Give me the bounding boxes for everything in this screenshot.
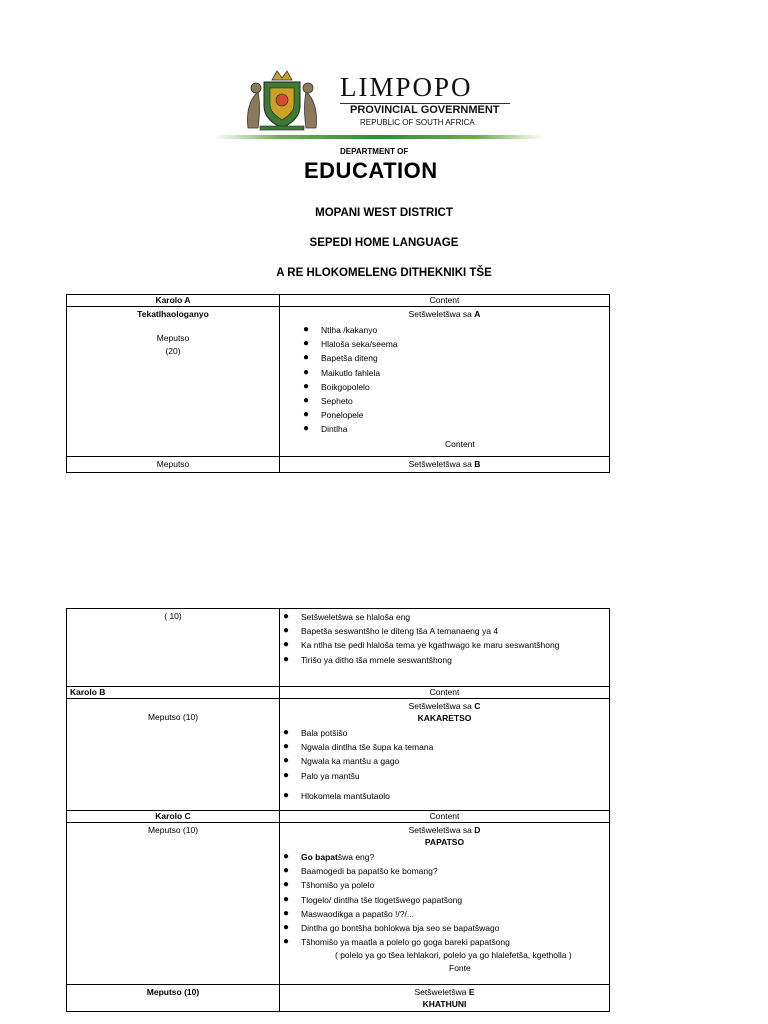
text-b-content-cell: [280, 609, 610, 687]
province-name: LIMPOPO: [340, 72, 473, 102]
list-item: ● Ngwala dintlha tše šupa ka temana: [301, 740, 606, 754]
list-item: ● Palo ya mantšu: [301, 769, 606, 783]
text-b-title: Setšweletšwa sa B: [280, 457, 610, 473]
text-b-list: [283, 610, 606, 667]
marks-value: Meputso (10): [147, 712, 199, 722]
text-e-content-cell: [280, 985, 610, 1012]
text-c-title: Setšweletšwa sa C: [408, 701, 481, 711]
content-header: Content: [280, 811, 610, 823]
list-item: ● Hlokomela mantšutaolo: [301, 789, 606, 803]
text-a-title: Setšweletšwa sa A: [408, 309, 481, 319]
table-row: [67, 457, 610, 473]
marks-value: (20): [165, 346, 181, 356]
marks-value: ( 10): [67, 609, 280, 687]
table-row: [67, 609, 610, 687]
section-a-marks-cell: [67, 307, 280, 457]
list-item: ● Ngwala ka mantšu a gago: [301, 754, 606, 768]
text-a-list: [303, 323, 606, 437]
list-item: ● Setšweletšwa se hlaloša eng: [301, 610, 606, 624]
list-item: ● Go bapatšwa eng?: [301, 850, 606, 864]
sections-bcd-table: [66, 608, 610, 1012]
summary-label: KAKARETSO: [417, 713, 472, 723]
list-item: ● Dintlha go bontšha bohlokwa bja seo se bapatšwago: [301, 921, 606, 935]
list-item: ● Bala potšišo: [301, 726, 606, 740]
table-row: [67, 699, 610, 811]
list-item: ● Boikgopolelo: [321, 380, 606, 394]
table-row: [67, 687, 610, 699]
marks-value: Meputso (10): [67, 823, 280, 985]
section-a-table: [66, 294, 610, 473]
department-of-label: DEPARTMENT OF: [340, 147, 409, 156]
table-row: [67, 823, 610, 985]
content-header: Content: [280, 687, 610, 699]
content-footer: Content: [445, 438, 475, 449]
table-row: [67, 307, 610, 457]
table-row: [67, 811, 610, 823]
karolo-a-header: Karolo A: [67, 295, 280, 307]
list-item: ● Ntlha /kakanyo: [321, 323, 606, 337]
list-item: ● Tlogelo/ dintlha tše tlogetšwego papatšong: [301, 893, 606, 907]
document-title: A RE HLOKOMELENG DITHEKNIKI TŠE: [276, 267, 492, 279]
list-item: ● Tirišo ya ditho tša mmele seswantšhong: [301, 653, 606, 667]
list-item: ● Hlaloša seka/seema: [321, 337, 606, 351]
comprehension-label: Tekatlhaologanyo: [137, 309, 209, 319]
marks-label: Meputso: [67, 457, 280, 473]
text-e-title: Setšweletšwa E: [414, 987, 475, 997]
list-item: ● Tšhomišo ya polelo: [301, 878, 606, 892]
republic-label: REPUBLIC OF SOUTH AFRICA: [360, 118, 475, 127]
list-item: ● Baamogedi ba papatšo ke bomang?: [301, 864, 606, 878]
department-name: EDUCATION: [304, 158, 438, 183]
coat-of-arms-icon: [244, 68, 320, 132]
text-d-title: Setšweletšwa sa D: [408, 825, 481, 835]
section-b-marks-cell: [67, 699, 280, 811]
subject-heading: SEPEDI HOME LANGUAGE: [309, 237, 459, 249]
list-item: ● Ka ntlha tse pedi hlaloša tema ye kgathwago ke maru seswantšhong: [301, 638, 606, 652]
list-item: ● Dintlha: [321, 422, 606, 436]
list-item: ● Ponelopele: [321, 408, 606, 422]
table-row: [67, 985, 610, 1012]
green-divider: [214, 135, 544, 139]
marks-label: Meputso: [156, 333, 190, 343]
district-heading: MOPANI WEST DISTRICT: [315, 207, 453, 219]
karolo-b-header: Karolo B: [67, 687, 280, 699]
list-item: ● Bapetša diteng: [321, 351, 606, 365]
advertisement-label: PAPATSO: [424, 837, 465, 847]
list-item: ● Maswaodikga a papatšo !/?/...: [301, 907, 606, 921]
text-c-list-extra: [283, 789, 606, 803]
list-item: ● Maikutlo fahlela: [321, 366, 606, 380]
section-a-content-cell: [280, 307, 610, 457]
text-c-list: [283, 726, 606, 783]
table-row: [67, 295, 610, 307]
text-d-content-cell: [280, 823, 610, 985]
list-item: ● Tšhomišo ya maatla a polelo go goga bareki papatšong: [301, 935, 606, 949]
list-item: ● Sepheto: [321, 394, 606, 408]
language-note: ( polelo ya go tšea lehlakori, polelo ya go hlalefetša, kgetholla ): [335, 950, 572, 961]
marks-value: Meputso (10): [67, 985, 280, 1012]
text-c-content-cell: [280, 699, 610, 811]
content-header: Content: [280, 295, 610, 307]
content-footer: Fonte: [449, 963, 471, 974]
cartoon-label: KHATHUNI: [422, 999, 467, 1009]
list-item: ● Bapetša seswantšho le diteng tša A temanaeng ya 4: [301, 624, 606, 638]
text-d-list: [283, 850, 606, 949]
provincial-government-label: PROVINCIAL GOVERNMENT: [350, 104, 500, 116]
department-logo: [214, 62, 548, 192]
karolo-c-header: Karolo C: [67, 811, 280, 823]
